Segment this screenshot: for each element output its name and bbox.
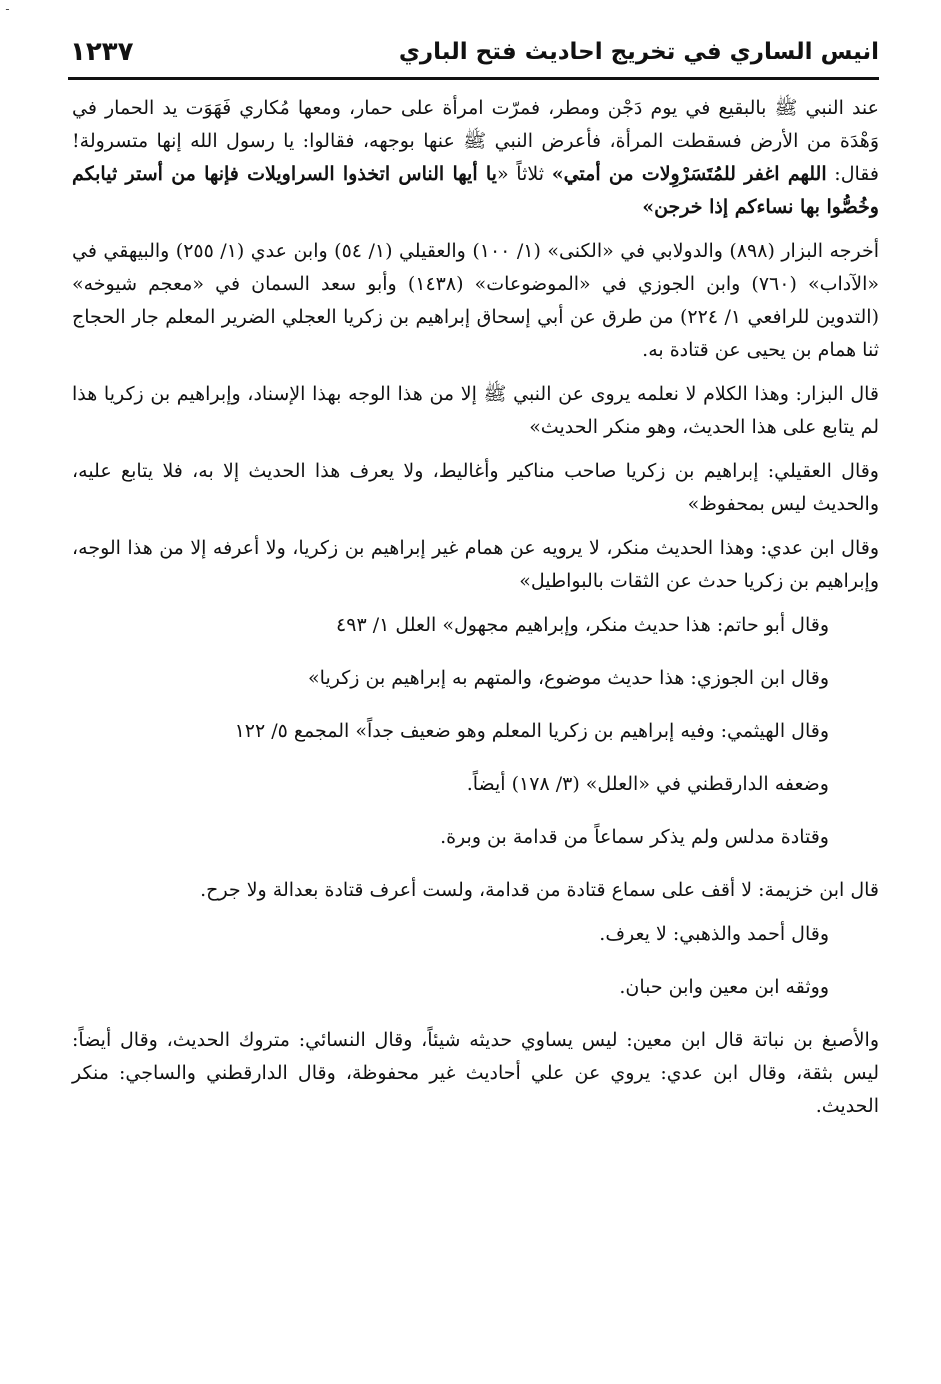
running-header <box>70 28 879 76</box>
hadith-connector: ثلاثاً « <box>496 163 552 185</box>
header-divider <box>68 77 879 80</box>
uqayli-comment: وقال العقيلي: إبراهيم بن زكريا صاحب مناكير وأغاليط، ولا يعرف هذا الحديث إلا به، فلا يتابع عليه، والحديث ليس بمحفوظ» <box>72 460 879 515</box>
page-body <box>72 92 879 1134</box>
ibn-khuzayma-comment: قال ابن خزيمة: لا أقف على سماع قتادة من قدامة، ولست أعرف قتادة بعدالة ولا جرح. <box>200 879 879 901</box>
bazzar-comment: قال البزار: وهذا الكلام لا نعلمه يروى عن النبي ﷺ إلا من هذا الوجه بهذا الإسناد، وإبراهيم بن زكريا هذا لم يتابع على هذا الحديث، وهو منكر الحديث» <box>72 383 879 438</box>
scan-speck: ـ <box>6 2 9 13</box>
ahmad-dhahabi-comment: وقال أحمد والذهبي: لا يعرف. <box>599 923 829 945</box>
abu-hatim-comment: وقال أبو حاتم: هذا حديث منكر، وإبراهيم مجهول» العلل ١/ ٤٩٣ <box>336 614 829 636</box>
hadith-narrative: عند النبي ﷺ بالبقيع في يوم دَجْن ومطر، فمرّت امرأة على حمار، ومعها مُكاري فَهَوَت يد الحمار في وَهْدَة من الأرض فسقطت المرأة، فأعرض النبي ﷺ عنها بوجهه، فقالوا: يا رسول الله إنها متسرولة! فقال: <box>72 97 879 185</box>
hadith-quote-1: اللهم اغفر للمُتَسَرْوِلات من أمتي» <box>551 163 827 185</box>
book-title: انيس الساري في تخريج احاديث فتح الباري <box>398 39 879 65</box>
takhrij-paragraph: أخرجه البزار (٨٩٨) والدولابي في «الكنى» (١/ ١٠٠) والعقيلي (١/ ٥٤) وابن عدي (١/ ٢٥٥) والبيهقي في «الآداب» (٧٦٠) وابن الجوزي في «الموضوعات» (١٤٣٨) وأبو سعد السمان في «معجم شيوخه» (التدوين للرافعي ١/ ٢٢٤) من طرق عن أبي إسحاق إبراهيم بن زكريا العجلي الضرير المعلم جار الحجاج ثنا همام بن يحيى عن قتادة به. <box>72 240 879 361</box>
hadith-quote-2: يا أيها الناس اتخذوا السراويلات فإنها من أستر ثيابكم وخُصُّوا بها نساءكم إذا خرجن» <box>72 163 879 218</box>
daraqutni-comment: وضعفه الدارقطني في «العلل» (٣/ ١٧٨) أيضاً. <box>466 773 829 795</box>
page-number: ١٢٣٧ <box>70 37 134 67</box>
hadith-paragraph <box>72 92 879 224</box>
qatada-note: وقتادة مدلس ولم يذكر سماعاً من قدامة بن وبرة. <box>440 826 829 848</box>
ibn-adi-comment: وقال ابن عدي: وهذا الحديث منكر، لا يرويه عن همام غير إبراهيم بن زكريا، ولا أعرفه إلا من هذا الوجه، وإبراهيم بن زكريا حدث عن الثقات بالبواطيل» <box>72 537 879 592</box>
haythami-comment: وقال الهيثمي: وفيه إبراهيم بن زكريا المعلم وهو ضعيف جداً» المجمع ٥/ ١٢٢ <box>234 720 829 742</box>
asbagh-comment: والأصبغ بن نباتة قال ابن معين: ليس يساوي حديثه شيئاً، وقال النسائي: متروك الحديث، وقال أيضاً: ليس بثقة، وقال ابن عدي: يروي عن علي أحاديث غير محفوظة، وقال الدارقطني والساجي: منكر الحديث. <box>72 1029 879 1117</box>
tawthiq-note: ووثقه ابن معين وابن حبان. <box>619 976 829 998</box>
ibn-jawzi-comment: وقال ابن الجوزي: هذا حديث موضوع، والمتهم به إبراهيم بن زكريا» <box>308 667 829 689</box>
